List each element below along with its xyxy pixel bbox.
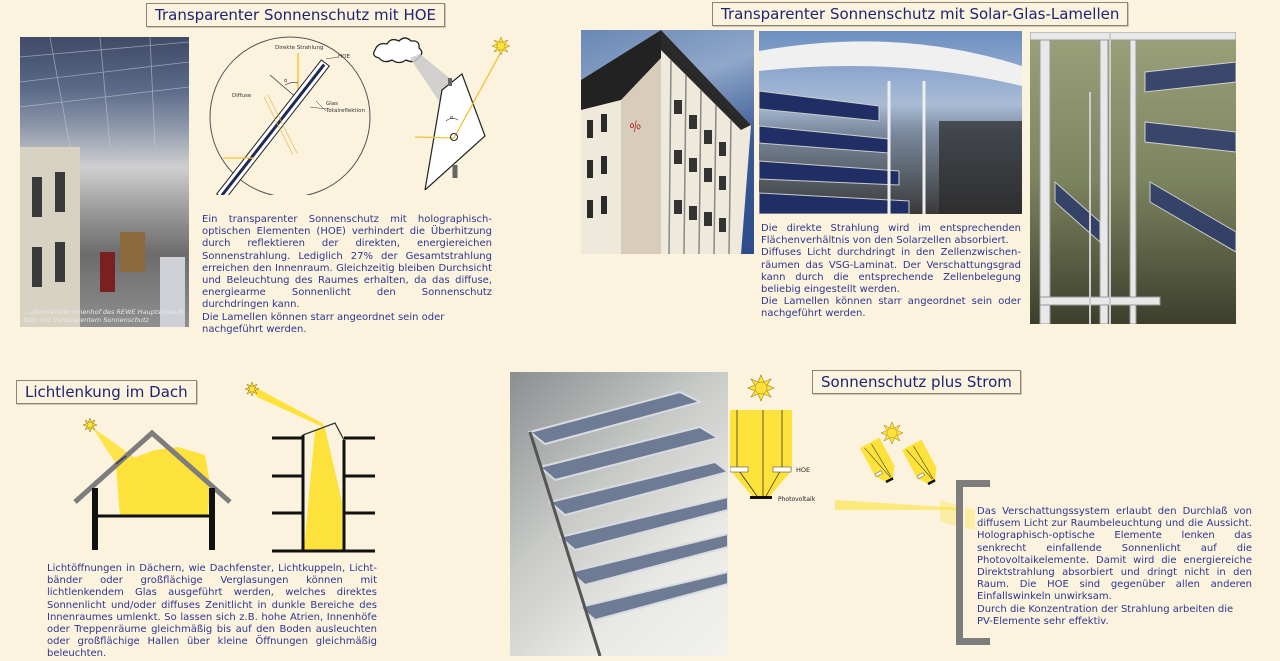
svg-text:Diffuse: Diffuse: [232, 93, 252, 99]
sun-icon: [245, 382, 259, 396]
hoe-pv-concentrator-diagram: [730, 370, 960, 510]
svg-text:α: α: [450, 115, 454, 121]
section-title-hoe: Transparenter Sonnenschutz mit HOE: [146, 3, 445, 27]
sun-icon: [748, 375, 774, 401]
roof-description: Lichtöffnungen in Dächern, wie Dachfenster, Lichtkuppeln, Licht-bänder oder großflächige Verglasungen können mit lichtlenkendem Glas ausgeführt werden, welches direktes Sonnenlicht und/oder diffuses Zenitlicht in dunkle Bereiche des Innenraumes umlenkt. So lassen sich z.B. hohe Atrien, Innenhöfe oder Treppenräume gleichmäßig bis auf den Boden ausleuchten oder großflächige Hallen über kleine Öffnungen gleichmäßig beleuchten.: [47, 563, 377, 660]
photo-rewe-courtyard: [20, 37, 189, 327]
photo-caption: ...überdachter Innenhof des REWE Hauptsitzes in Köln mit transparentem Sonnenschutz: [24, 308, 184, 324]
svg-text:Photovoltaik: Photovoltaik: [778, 496, 816, 503]
svg-text:%: %: [626, 117, 644, 136]
svg-text:Totalreflektion: Totalreflektion: [326, 108, 365, 114]
power-description: Das Verschattungssystem erlaubt den Durchlaß von diffusem Licht zur Raumbeleuchtung und die Aussicht. Holographisch-optische Elemente lenken das senkrecht einfallende Sonnenlicht auf die Photovoltaikelemente. Damit wird die energiereiche Direktstrahlung absorbiert und dringt nicht in den Raum. Die HOE sind gegenüber allen anderen Einfallswinkeln unwirksam. Durch die Konzentration der Strahlung arbeiten die PV-Elemente sehr effektiv.: [977, 506, 1252, 627]
hoe-description: Ein transparenter Sonnenschutz mit holographisch-optischen Elementen (HOE) verhindert die Überhitzung durch reflektieren der direkten, energiereichen Sonnenstrahlung. Lediglich 27% der Gesamtstrahlung erreichen den Innenraum. Gleichzeitig bleiben Durchsicht und Beleuchtung des Raumes erhalten, da das diffuse, energiearme Sonnenlicht den Sonnenschutz durchdringen kann. Die Lamellen können starr angeordnet sein oder nachgeführt werden.: [202, 214, 492, 335]
svg-text:Glas: Glas: [326, 101, 339, 107]
photo-lamella-frame: [1030, 32, 1236, 324]
label-direct-radiation: Direkte Strahlung: [275, 45, 324, 51]
svg-text:HOE: HOE: [338, 54, 350, 60]
section-title-solar-glass: Transparenter Sonnenschutz mit Solar-Glas-Lamellen: [712, 2, 1128, 26]
section-title-roof: Lichtlenkung im Dach: [16, 380, 197, 404]
solar-glass-description: Die direkte Strahlung wird im entsprechenden Flächenverhältnis von den Solarzellen absorbiert. Diffuses Licht durchdringt in den Zellenzwischen-räumen das VSG-Laminat. Der Verschattungsgrad kann durch die entsprechende Zellenbelegung beliebig eingestellt werden. Die Lamellen können starr angeordnet sein oder nachgeführt werden.: [761, 223, 1021, 320]
photo-building-facade: [581, 30, 754, 254]
sun-icon: [492, 37, 510, 55]
roof-light-diagram: [60, 375, 380, 555]
photo-pv-lamellas: [510, 372, 728, 656]
sun-icon: [881, 422, 903, 444]
svg-text:HOE: HOE: [796, 466, 811, 474]
hoe-circle-diagram: [198, 35, 378, 195]
photo-solar-lamellas: [759, 31, 1022, 214]
sun-icon: [83, 418, 97, 432]
svg-text:α: α: [284, 78, 288, 84]
section-title-power: Sonnenschutz plus Strom: [812, 370, 1021, 394]
hoe-panel-diagram: [360, 30, 530, 190]
